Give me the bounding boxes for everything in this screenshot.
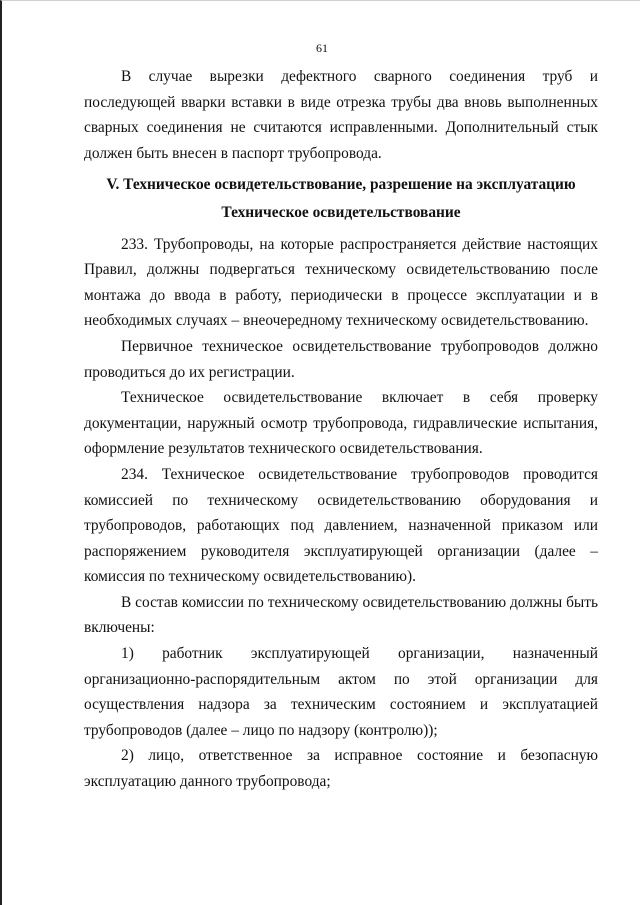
paragraph-234: 234. Техническое освидетельствование трубопроводов проводится комиссией по техническому освидетельствованию оборудования и трубопроводов, работающих под давлением, назначенной приказом или распоряжением руководителя эксплуатирующей организации (далее – комиссия по техническому освидетельствованию). xyxy=(84,465,598,586)
page-number: 61 xyxy=(316,41,328,55)
list-item-2: 2) лицо, ответственное за исправное состояние и безопасную эксплуатацию данного трубопровода; xyxy=(84,747,598,791)
subsection-heading: Техническое освидетельствование xyxy=(221,203,461,221)
list-item-1: 1) работник эксплуатирующей организации, назначенный организационно-распорядительным актом по этой организации для осуществления надзора за техническим состоянием и эксплуатацией трубопроводов (далее – лицо по надзору (контролю)); xyxy=(84,645,598,739)
document-body xyxy=(84,64,598,795)
paragraph-commission-composition: В состав комиссии по техническому освидетельствованию должны быть включены: xyxy=(84,593,598,637)
paragraph-233: 233. Трубопроводы, на которые распространяется действие настоящих Правил, должны подвергаться техническому освидетельствованию после монтажа до ввода в работу, периодически в процессе эксплуатации и в необходимых случаях – внеочередному техническому освидетельствованию. xyxy=(84,235,598,330)
section-heading: V. Техническое освидетельствование, разрешение на эксплуатацию xyxy=(106,176,576,194)
paragraph-defective-weld: В случае вырезки дефектного сварного соединения труб и последующей вварки вставки в виде отрезка трубы два вновь выполненных сварных соединения не считаются исправленными. Дополнительный стык должен быть внесен в паспорт трубопровода. xyxy=(84,68,598,162)
paragraph-primary-inspection: Первичное техническое освидетельствование трубопроводов должно проводиться до их регистрации. xyxy=(84,337,598,381)
paragraph-inspection-includes: Техническое освидетельствование включает в себя проверку документации, наружный осмотр трубопровода, гидравлические испытания, оформление результатов технического освидетельствования. xyxy=(84,389,598,458)
